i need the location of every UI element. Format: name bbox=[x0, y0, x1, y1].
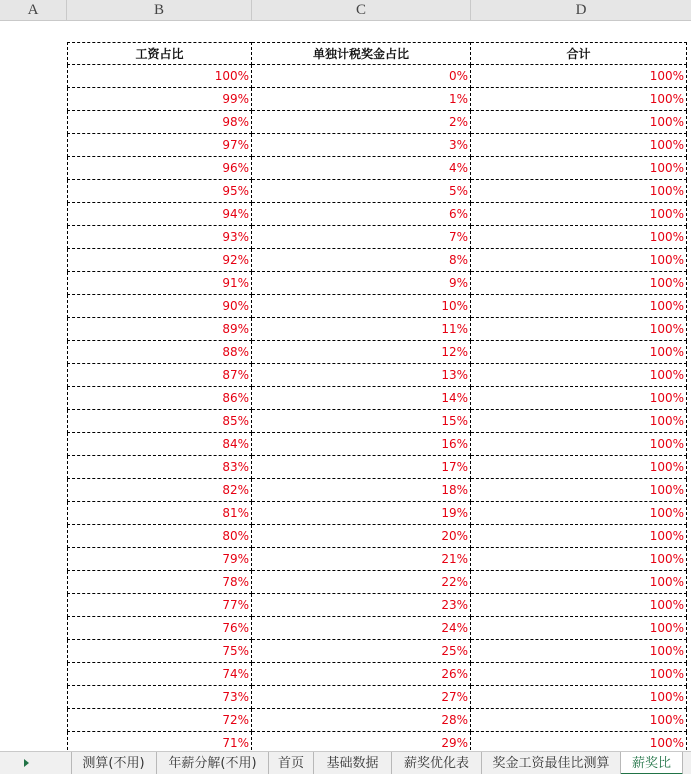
cell-total[interactable]: 100% bbox=[471, 525, 687, 548]
cell-bonus-ratio[interactable]: 9% bbox=[252, 272, 471, 295]
table-row bbox=[67, 111, 687, 134]
cell-bonus-ratio[interactable]: 21% bbox=[252, 548, 471, 571]
table-row bbox=[67, 502, 687, 525]
sheet-tab[interactable]: 年薪分解(不用) bbox=[157, 752, 269, 774]
cell-total[interactable]: 100% bbox=[471, 134, 687, 157]
cell-total[interactable]: 100% bbox=[471, 502, 687, 525]
table-row bbox=[67, 663, 687, 686]
cell-total[interactable]: 100% bbox=[471, 663, 687, 686]
cell-total[interactable]: 100% bbox=[471, 249, 687, 272]
cell-bonus-ratio[interactable]: 26% bbox=[252, 663, 471, 686]
cell-total[interactable]: 100% bbox=[471, 594, 687, 617]
cell-salary-ratio[interactable]: 90% bbox=[67, 295, 252, 318]
cell-salary-ratio[interactable]: 71% bbox=[67, 732, 252, 755]
cell-salary-ratio[interactable]: 80% bbox=[67, 525, 252, 548]
cell-total[interactable]: 100% bbox=[471, 479, 687, 502]
table-row bbox=[67, 295, 687, 318]
header-cell-salary-ratio[interactable]: 工资占比 bbox=[67, 42, 252, 65]
table-row bbox=[67, 65, 687, 88]
cell-salary-ratio[interactable]: 79% bbox=[67, 548, 252, 571]
cell-bonus-ratio[interactable]: 22% bbox=[252, 571, 471, 594]
cell-bonus-ratio[interactable]: 13% bbox=[252, 364, 471, 387]
table-row bbox=[67, 594, 687, 617]
cell-total[interactable]: 100% bbox=[471, 157, 687, 180]
table-row bbox=[67, 272, 687, 295]
cell-salary-ratio[interactable]: 82% bbox=[67, 479, 252, 502]
table-row bbox=[67, 249, 687, 272]
cell-bonus-ratio[interactable]: 28% bbox=[252, 709, 471, 732]
cell-salary-ratio[interactable]: 73% bbox=[67, 686, 252, 709]
table-row bbox=[67, 571, 687, 594]
cell-total[interactable]: 100% bbox=[471, 640, 687, 663]
cell-total[interactable]: 100% bbox=[471, 180, 687, 203]
cell-total[interactable]: 100% bbox=[471, 111, 687, 134]
cell-salary-ratio[interactable]: 76% bbox=[67, 617, 252, 640]
column-header-c[interactable]: C bbox=[252, 0, 471, 21]
cell-bonus-ratio[interactable]: 25% bbox=[252, 640, 471, 663]
cell-bonus-ratio[interactable]: 15% bbox=[252, 410, 471, 433]
cell-bonus-ratio[interactable]: 19% bbox=[252, 502, 471, 525]
cell-bonus-ratio[interactable]: 11% bbox=[252, 318, 471, 341]
cell-bonus-ratio[interactable]: 27% bbox=[252, 686, 471, 709]
sheet-tab[interactable]: 首页 bbox=[269, 752, 314, 774]
cell-salary-ratio[interactable]: 96% bbox=[67, 157, 252, 180]
table-row bbox=[67, 617, 687, 640]
cell-salary-ratio[interactable]: 78% bbox=[67, 571, 252, 594]
table-row bbox=[67, 226, 687, 249]
cell-salary-ratio[interactable]: 88% bbox=[67, 341, 252, 364]
cell-bonus-ratio[interactable]: 1% bbox=[252, 88, 471, 111]
cell-salary-ratio[interactable]: 83% bbox=[67, 456, 252, 479]
cell-bonus-ratio[interactable]: 0% bbox=[252, 65, 471, 88]
table-row bbox=[67, 686, 687, 709]
table-row bbox=[67, 318, 687, 341]
cell-total[interactable]: 100% bbox=[471, 203, 687, 226]
scroll-right-icon[interactable] bbox=[24, 759, 29, 767]
cell-total[interactable]: 100% bbox=[471, 410, 687, 433]
cell-total[interactable]: 100% bbox=[471, 65, 687, 88]
cell-total[interactable]: 100% bbox=[471, 272, 687, 295]
column-header-a[interactable]: A bbox=[0, 0, 67, 21]
sheet-tab[interactable]: 基础数据 bbox=[314, 752, 392, 774]
table-row bbox=[67, 134, 687, 157]
table-row bbox=[67, 341, 687, 364]
sheet-tab[interactable]: 奖金工资最佳比测算 bbox=[482, 752, 621, 774]
cell-salary-ratio[interactable]: 99% bbox=[67, 88, 252, 111]
cell-total[interactable]: 100% bbox=[471, 88, 687, 111]
table-row bbox=[67, 387, 687, 410]
table-row bbox=[67, 180, 687, 203]
cell-salary-ratio[interactable]: 91% bbox=[67, 272, 252, 295]
cell-salary-ratio[interactable]: 94% bbox=[67, 203, 252, 226]
table-row bbox=[67, 640, 687, 663]
cell-bonus-ratio[interactable]: 12% bbox=[252, 341, 471, 364]
cell-total[interactable]: 100% bbox=[471, 318, 687, 341]
cell-total[interactable]: 100% bbox=[471, 364, 687, 387]
cell-bonus-ratio[interactable]: 20% bbox=[252, 525, 471, 548]
cell-salary-ratio[interactable]: 85% bbox=[67, 410, 252, 433]
cell-bonus-ratio[interactable]: 16% bbox=[252, 433, 471, 456]
cell-bonus-ratio[interactable]: 3% bbox=[252, 134, 471, 157]
cell-bonus-ratio[interactable]: 23% bbox=[252, 594, 471, 617]
cell-total[interactable]: 100% bbox=[471, 433, 687, 456]
cell-total[interactable]: 100% bbox=[471, 226, 687, 249]
cell-salary-ratio[interactable]: 89% bbox=[67, 318, 252, 341]
cell-salary-ratio[interactable]: 75% bbox=[67, 640, 252, 663]
table-row bbox=[67, 410, 687, 433]
cell-total[interactable]: 100% bbox=[471, 617, 687, 640]
cell-total[interactable]: 100% bbox=[471, 387, 687, 410]
cell-total[interactable]: 100% bbox=[471, 295, 687, 318]
table-row bbox=[67, 479, 687, 502]
cell-total[interactable]: 100% bbox=[471, 456, 687, 479]
table-row bbox=[67, 364, 687, 387]
cell-total[interactable]: 100% bbox=[471, 732, 687, 755]
cell-total[interactable]: 100% bbox=[471, 341, 687, 364]
cell-total[interactable]: 100% bbox=[471, 548, 687, 571]
cell-salary-ratio[interactable]: 93% bbox=[67, 226, 252, 249]
cell-salary-ratio[interactable]: 86% bbox=[67, 387, 252, 410]
cell-total[interactable]: 100% bbox=[471, 709, 687, 732]
cell-bonus-ratio[interactable]: 4% bbox=[252, 157, 471, 180]
cell-salary-ratio[interactable]: 72% bbox=[67, 709, 252, 732]
cell-salary-ratio[interactable]: 95% bbox=[67, 180, 252, 203]
cell-bonus-ratio[interactable]: 18% bbox=[252, 479, 471, 502]
table-row bbox=[67, 548, 687, 571]
cell-salary-ratio[interactable]: 84% bbox=[67, 433, 252, 456]
cell-salary-ratio[interactable]: 81% bbox=[67, 502, 252, 525]
cell-bonus-ratio[interactable]: 7% bbox=[252, 226, 471, 249]
column-header-bar bbox=[0, 0, 691, 21]
cell-bonus-ratio[interactable]: 17% bbox=[252, 456, 471, 479]
sheet-tab[interactable]: 测算(不用) bbox=[71, 752, 157, 774]
column-header-b[interactable]: B bbox=[67, 0, 252, 21]
cell-salary-ratio[interactable]: 87% bbox=[67, 364, 252, 387]
table-row bbox=[67, 525, 687, 548]
cell-salary-ratio[interactable]: 92% bbox=[67, 249, 252, 272]
column-header-d[interactable]: D bbox=[575, 2, 587, 18]
table-row bbox=[67, 157, 687, 180]
cell-bonus-ratio[interactable]: 5% bbox=[252, 180, 471, 203]
cell-total[interactable]: 100% bbox=[471, 686, 687, 709]
cell-bonus-ratio[interactable]: 2% bbox=[252, 111, 471, 134]
sheet-tab-bar bbox=[0, 751, 691, 774]
cell-salary-ratio[interactable]: 98% bbox=[67, 111, 252, 134]
cell-bonus-ratio[interactable]: 8% bbox=[252, 249, 471, 272]
cell-total[interactable]: 100% bbox=[471, 571, 687, 594]
table-row bbox=[67, 88, 687, 111]
cell-bonus-ratio[interactable]: 6% bbox=[252, 203, 471, 226]
header-cell-total[interactable]: 合计 bbox=[471, 42, 687, 65]
table-header-row bbox=[67, 42, 687, 65]
table-row bbox=[67, 456, 687, 479]
cell-salary-ratio[interactable]: 97% bbox=[67, 134, 252, 157]
table-row bbox=[67, 709, 687, 732]
cell-salary-ratio[interactable]: 77% bbox=[67, 594, 252, 617]
table-row bbox=[67, 203, 687, 226]
table-row bbox=[67, 433, 687, 456]
cell-bonus-ratio[interactable]: 10% bbox=[252, 295, 471, 318]
sheet-tab[interactable]: 薪奖比 bbox=[621, 752, 683, 774]
cell-bonus-ratio[interactable]: 29% bbox=[252, 732, 471, 755]
header-cell-bonus-ratio[interactable]: 单独计税奖金占比 bbox=[252, 42, 471, 65]
cell-bonus-ratio[interactable]: 14% bbox=[252, 387, 471, 410]
cell-bonus-ratio[interactable]: 24% bbox=[252, 617, 471, 640]
cell-salary-ratio[interactable]: 100% bbox=[67, 65, 252, 88]
sheet-tab[interactable]: 薪奖优化表 bbox=[392, 752, 482, 774]
cell-salary-ratio[interactable]: 74% bbox=[67, 663, 252, 686]
